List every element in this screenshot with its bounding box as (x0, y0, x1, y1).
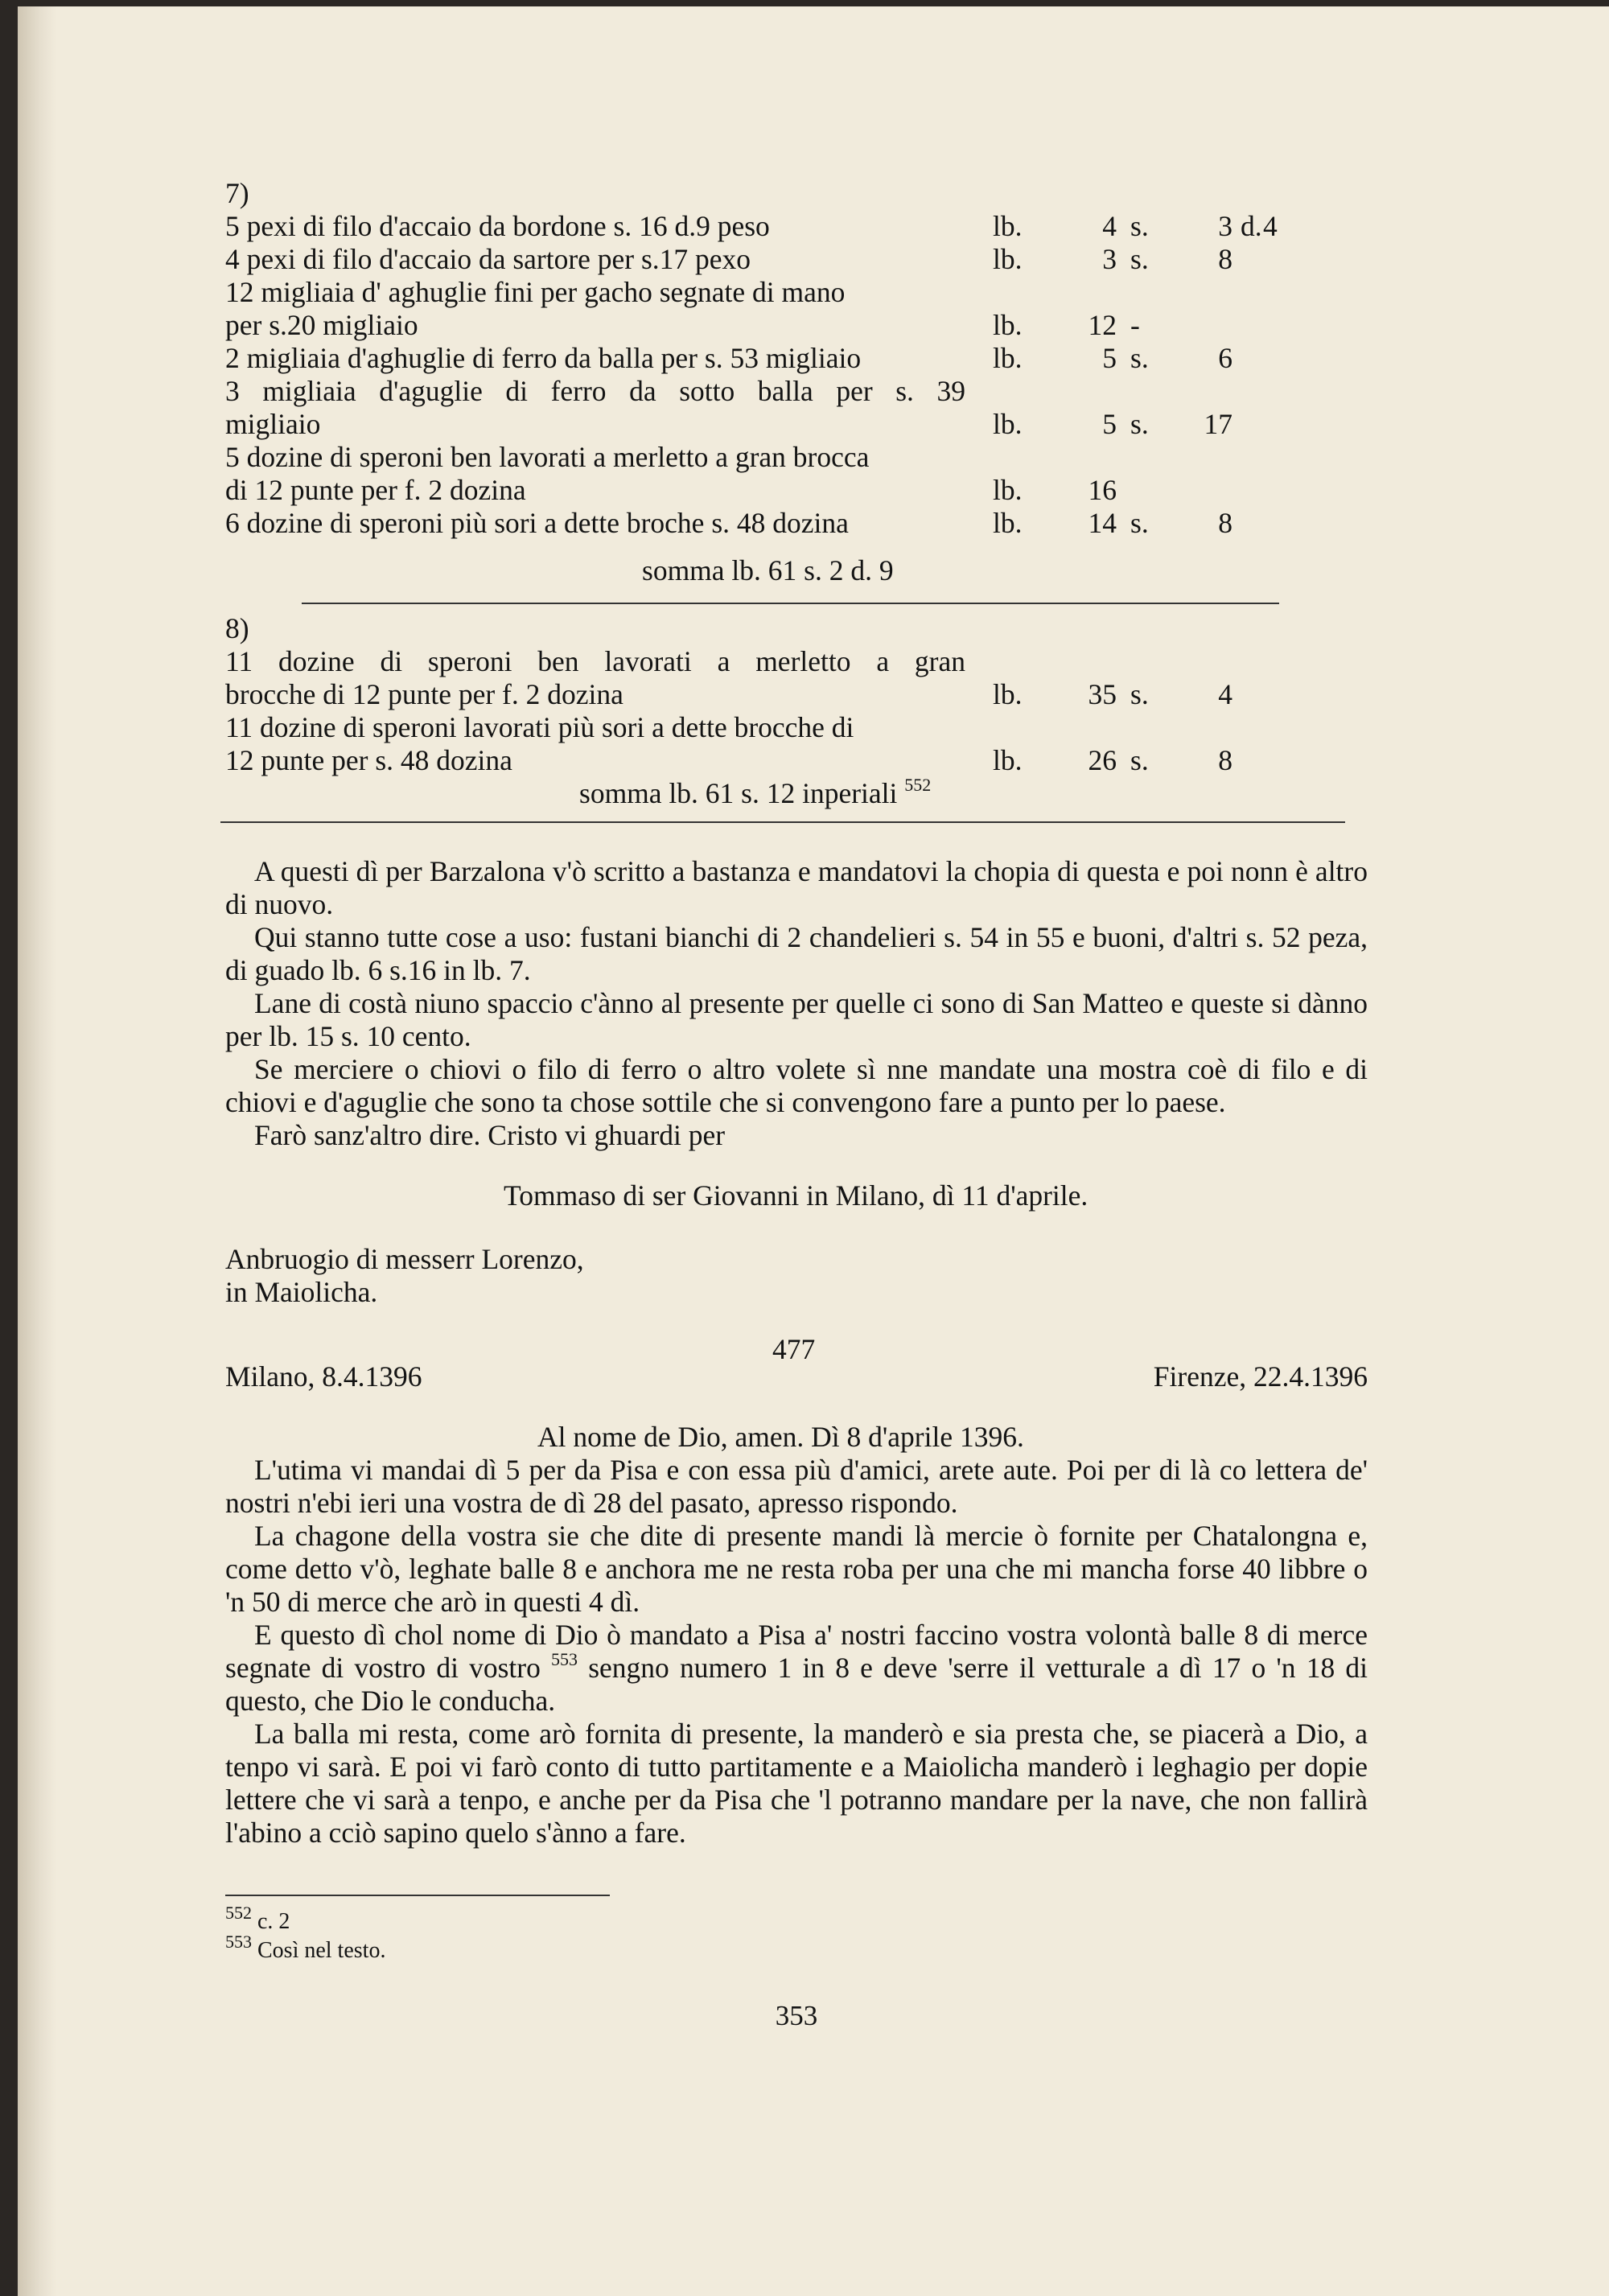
ledger-row (225, 507, 1368, 540)
ledger-row (225, 342, 1368, 375)
ledger-item-description: brocche di 12 punte per f. 2 dozina (225, 678, 623, 710)
ledger-row (225, 711, 1368, 744)
ledger-row (225, 375, 1368, 408)
ledger-item-description: 11 dozine di speroni lavorati più sori a dette brocche di (225, 711, 854, 743)
ledger-amount-lb: 5 (1102, 342, 1117, 374)
ledger-amount-lb: 12 (1088, 309, 1117, 341)
ledger-unit-s: s. (1130, 678, 1149, 710)
ledger-amount-lb: 35 (1088, 678, 1117, 710)
list8-number: 8) (225, 612, 249, 644)
ledger-item-description: 6 dozine di speroni più sori a dette broche s. 48 dozina (225, 507, 849, 539)
letter-destination: Firenze, 22.4.1396 (1153, 1360, 1368, 1393)
ledger-amount-s: 17 (1204, 408, 1232, 440)
letter476-addressee-line2: in Maiolicha. (225, 1276, 378, 1308)
ledger-item-description: 4 pexi di filo d'accaio da sartore per s.17 pexo (225, 243, 751, 275)
letter477-paragraph: La chagone della vostra sie che dite di presente mandi là mercie ò fornite per Chatalongna e, come detto v'ò, leghate balle 8 e anchora me ne resta roba per una che mi mancha forse 40 libbre o 'n 50 di merce che arò in questi 4 dì. (225, 1520, 1368, 1618)
ledger-row (225, 441, 1368, 474)
page-text (225, 177, 1368, 2032)
ledger-row (225, 276, 1368, 309)
letter476-paragraph: A questi dì per Barzalona v'ò scritto a bastanza e mandatovi la chopia di questa e poi nonn è altro di nuovo. (225, 855, 1368, 920)
ledger-item-description: 12 migliaia d' aghuglie fini per gacho segnate di mano (225, 276, 846, 308)
ledger-item-description: di 12 punte per f. 2 dozina (225, 474, 526, 506)
letter477-paragraph: La balla mi resta, come arò fornita di presente, la manderò e sia presta che, se piacerà a Dio, a tenpo vi sarà. E poi vi farò conto di tutto partitamente e a Maiolicha manderò i leghagio per dopie lettere che vi sarà a tenpo, e anche per da Pisa che 'l potranno mandare per la nave, che non fallirà l'abino a cciò sapino quelo s'ànno a fare. (225, 1718, 1368, 1849)
ledger-amount-s: 6 (1218, 342, 1232, 374)
ledger-item-description: 11 dozine di speroni ben lavorati a merletto a gran (225, 645, 965, 677)
ledger-unit-s: s. (1130, 408, 1149, 440)
letter476-paragraph: Lane di costà niuno spaccio c'ànno al presente per quelle ci sono di San Matteo e queste si dànno per lb. 15 s. 10 cento. (225, 987, 1368, 1052)
ledger-unit-s: - (1130, 309, 1140, 341)
ledger-row (225, 645, 1368, 678)
ledger-unit-lb: lb. (993, 408, 1023, 440)
letter477-paragraph: E questo dì chol nome di Dio ò mandato a Pisa a' nostri faccino vostra volontà balle 8 di merce segnate di vostro di vostro $^{553}$ sengno numero 1 in 8 e deve 'serre il vetturale a dì 17 o 'n 18 di questo, che Dio le conducha. (225, 1619, 1368, 1717)
ledger-unit-lb: lb. (993, 474, 1023, 506)
letter477-number-row (225, 1327, 1368, 1365)
ledger-item-description: migliaio (225, 408, 321, 440)
ledger-unit-lb: lb. (993, 309, 1023, 341)
ledger-unit-lb: lb. (993, 678, 1023, 710)
list7-sum-row (225, 540, 1368, 588)
letter476-paragraph: Qui stanno tutte cose a uso: fustani bianchi di 2 chandelieri s. 54 in 55 e buoni, d'altri s. 52 peza, di guado lb. 6 s.16 in lb. 7. (225, 921, 1368, 986)
ledger-unit-s: s. (1130, 507, 1149, 539)
list7-rows (225, 210, 1368, 540)
ledger-unit-s: s. (1130, 243, 1149, 275)
ledger-amount-s: 8 (1218, 243, 1232, 275)
ledger-amount-d: 4 (1263, 210, 1278, 242)
ledger-row (225, 678, 1368, 711)
letter477-dateline (225, 1360, 1368, 1393)
ledger-item-description: 12 punte per s. 48 dozina (225, 744, 512, 776)
ledger-unit-s: s. (1130, 210, 1149, 242)
list7-number: 7) (225, 177, 249, 209)
list8-sum: somma lb. 61 s. 12 inperiali $^{552}$ (579, 775, 932, 809)
ledger-item-description: per s.20 migliaio (225, 309, 418, 341)
list7-sum: somma lb. 61 s. 2 d. 9 (642, 554, 894, 586)
letter477-paragraph: L'utima vi mandai dì 5 per da Pisa e con essa più d'amici, arete aute. Poi per di là co lettera de' nostri n'ebi ieri una vostra de dì 28 del pasato, apresso rispondo. (225, 1454, 1368, 1519)
ledger-unit-s: s. (1130, 342, 1149, 374)
letter-number: 477 (772, 1333, 816, 1365)
ledger-unit-lb: lb. (993, 243, 1023, 275)
ledger-row (225, 243, 1368, 276)
list8-sum-row (225, 777, 1368, 810)
footnote-ref-553: 553 (551, 1649, 578, 1670)
list8-sum-rule (220, 821, 1345, 823)
ledger-unit-s: s. (1130, 744, 1149, 776)
ledger-unit-lb: lb. (993, 210, 1023, 242)
footnote: $^{553}$ Così nel testo. (225, 1931, 386, 1963)
ledger-unit-lb: lb. (993, 507, 1023, 539)
letter477-invocation: Al nome de Dio, amen. Dì 8 d'aprile 1396. (537, 1421, 1024, 1453)
letter476-signature: Tommaso di ser Giovanni in Milano, dì 11 d'aprile. (504, 1179, 1088, 1212)
ledger-row (225, 210, 1368, 243)
list7-sum-rule (302, 603, 1279, 604)
ledger-unit-lb: lb. (993, 744, 1023, 776)
ledger-amount-lb: 5 (1102, 408, 1117, 440)
ledger-amount-lb: 14 (1088, 507, 1117, 539)
footnote-ref-552: 552 (904, 775, 932, 796)
ledger-row (225, 744, 1368, 777)
ledger-row (225, 474, 1368, 507)
ledger-amount-s: 3 (1218, 210, 1232, 242)
list8-rows (225, 645, 1368, 777)
ledger-item-description: 2 migliaia d'aghuglie di ferro da balla per s. 53 migliaio (225, 342, 862, 374)
footnote: $^{552}$ c. 2 (225, 1902, 290, 1934)
book-spine-shadow (18, 6, 56, 2296)
letter476-closing: Farò sanz'altro dire. Cristo vi ghuardi per (254, 1119, 726, 1151)
ledger-unit-d: d. (1241, 210, 1262, 242)
ledger-amount-lb: 3 (1102, 243, 1117, 275)
ledger-amount-lb: 4 (1102, 210, 1117, 242)
letter476-paragraph: Se merciere o chiovi o filo di ferro o altro volete sì nne mandate una mostra coè di filo e di chiovi e d'aguglie che sono ta chose sottile che si convengono fare a punto per lo paese. (225, 1053, 1368, 1118)
ledger-item-description: 5 dozine di speroni ben lavorati a merletto a gran brocca (225, 441, 870, 473)
ledger-unit-lb: lb. (993, 342, 1023, 374)
ledger-item-description: 3 migliaia d'aguglie di ferro da sotto balla per s. 39 (225, 375, 965, 407)
letter476-addressee-line1: Anbruogio di messerr Lorenzo, (225, 1243, 584, 1275)
ledger-amount-lb: 26 (1088, 744, 1117, 776)
ledger-amount-lb: 16 (1088, 474, 1117, 506)
ledger-row (225, 408, 1368, 441)
ledger-amount-s: 8 (1218, 507, 1232, 539)
ledger-amount-s: 4 (1218, 678, 1232, 710)
book-page (18, 6, 1609, 2296)
ledger-item-description: 5 pexi di filo d'accaio da bordone s. 16 d.9 peso (225, 210, 770, 242)
page-number: 353 (775, 2000, 818, 2031)
ledger-row (225, 309, 1368, 342)
ledger-amount-s: 8 (1218, 744, 1232, 776)
letter-origin: Milano, 8.4.1396 (225, 1360, 422, 1393)
